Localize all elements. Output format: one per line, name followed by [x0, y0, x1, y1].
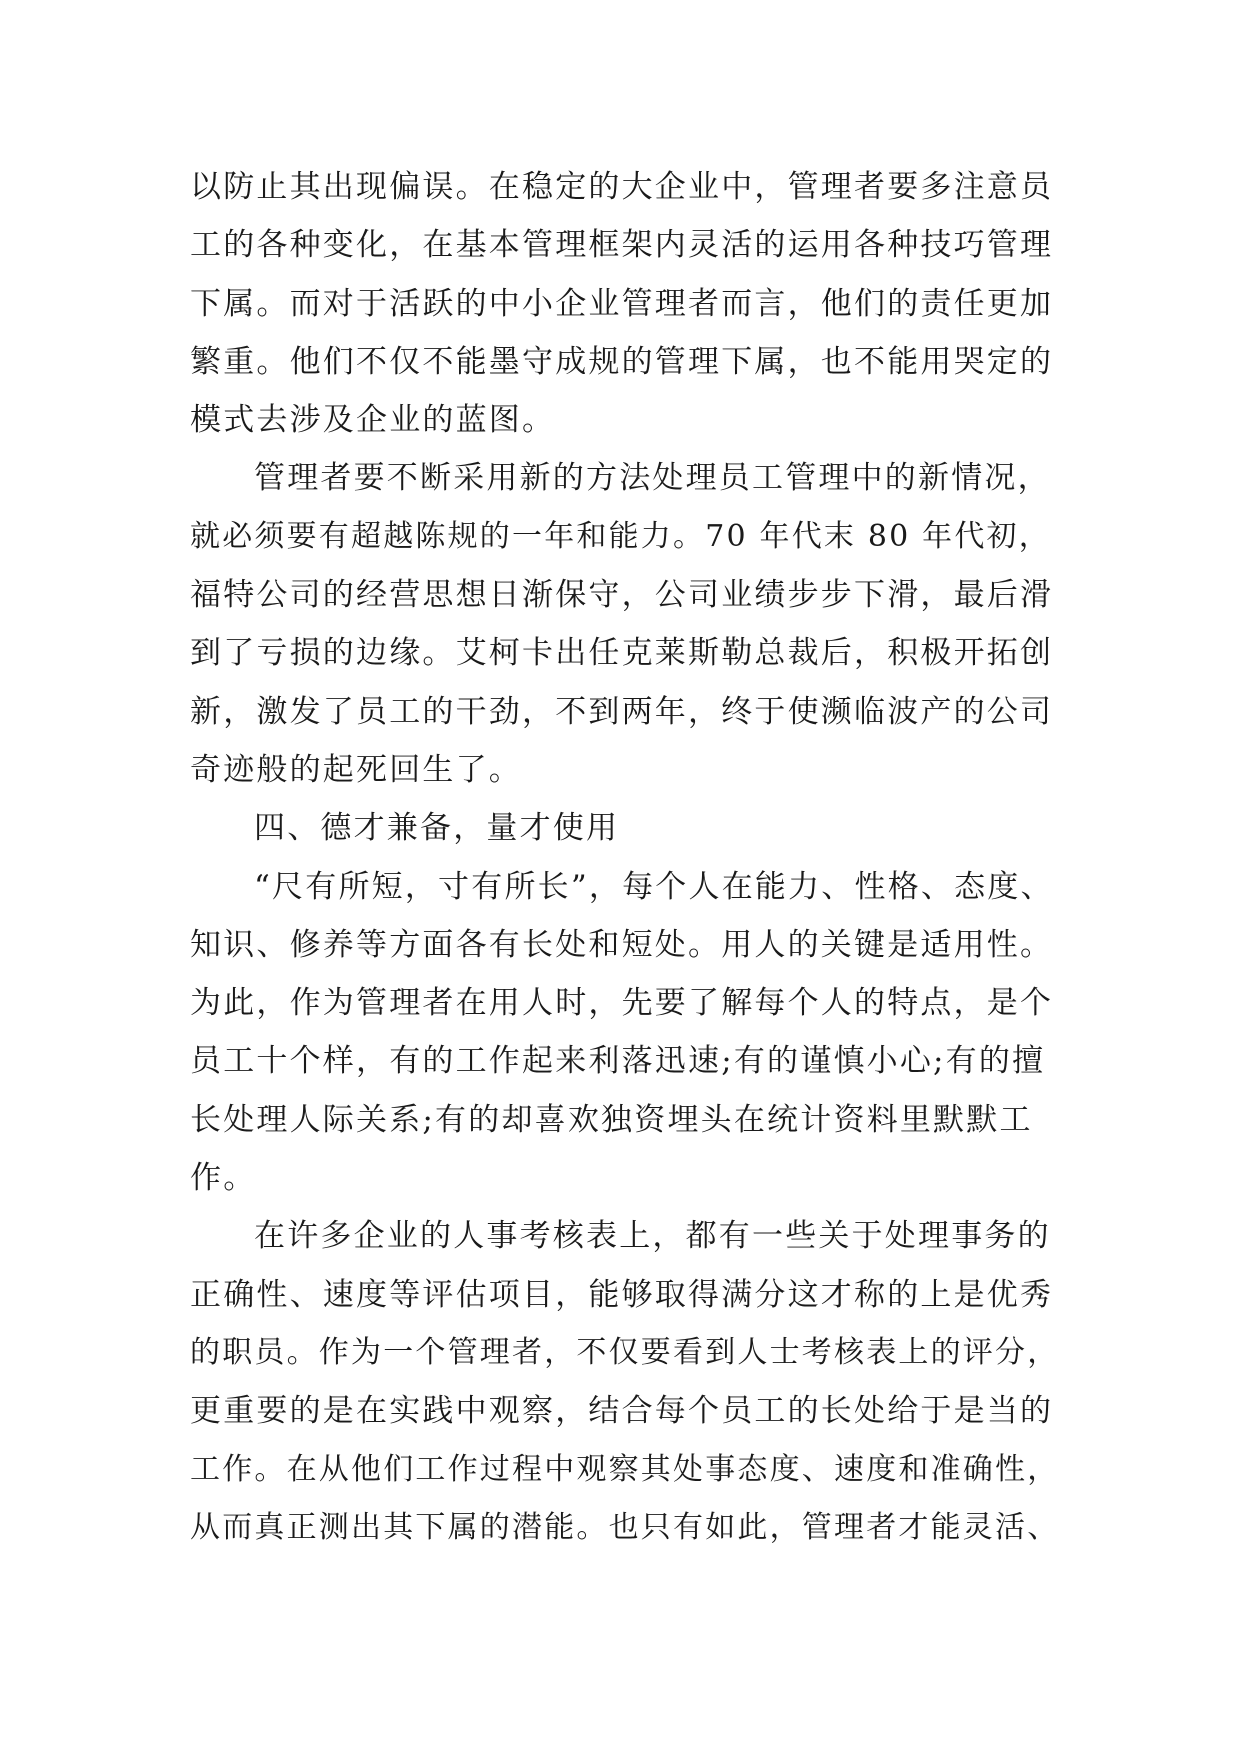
text-line: “尺有所短，寸有所长”，每个人在能力、性格、态度、	[254, 868, 1054, 905]
text-line: 就必须要有超越陈规的一年和能力。70 年代末 80 年代初，	[190, 518, 1051, 554]
text-line: 工作。在从他们工作过程中观察其处事态度、速度和准确性，	[190, 1451, 1060, 1487]
text-line: 作。	[190, 1160, 257, 1197]
text-line: 长处理人际关系;有的却喜欢独资埋头在统计资料里默默工	[190, 1101, 1033, 1138]
text-line: 以防止其出现偏误。在稳定的大企业中，管理者要多注意员	[190, 169, 1054, 205]
text-line: 在许多企业的人事考核表上，都有一些关于处理事务的	[254, 1218, 1051, 1255]
text-line: 模式去涉及企业的蓝图。	[190, 402, 556, 439]
text-line: 下属。而对于活跃的中小企业管理者而言，他们的责任更加	[190, 285, 1054, 322]
text-line: 繁重。他们不仅不能墨守成规的管理下属，也不能用哭定的	[190, 343, 1054, 380]
text-line: 管理者要不断采用新的方法处理员工管理中的新情况，	[254, 460, 1051, 497]
text-line: 的职员。作为一个管理者，不仅要看到人士考核表上的评分，	[190, 1334, 1060, 1370]
section-heading: 四、德才兼备，量才使用	[254, 810, 620, 847]
text-line: 新，激发了员工的干劲，不到两年，终于使濒临波产的公司	[190, 693, 1054, 730]
text-line: 福特公司的经营思想日渐保守，公司业绩步步下滑，最后滑	[190, 577, 1054, 614]
text-line: 到了亏损的边缘。艾柯卡出任克莱斯勒总裁后，积极开拓创	[190, 635, 1054, 672]
text-line: 更重要的是在实践中观察，结合每个员工的长处给于是当的	[190, 1393, 1054, 1430]
text-line: 奇迹般的起死回生了。	[190, 751, 522, 788]
text-line: 正确性、速度等评估项目，能够取得满分这才称的上是优秀	[190, 1276, 1054, 1313]
text-line: 为此，作为管理者在用人时，先要了解每个人的特点，是个	[190, 985, 1054, 1022]
text-line: 从而真正测出其下属的潜能。也只有如此，管理者才能灵活、	[190, 1509, 1060, 1545]
text-line: 员工十个样，有的工作起来利落迅速;有的谨慎小心;有的擅	[190, 1043, 1046, 1080]
body-text	[190, 158, 1060, 1557]
text-line: 知识、修养等方面各有长处和短处。用人的关键是适用性。	[190, 926, 1054, 963]
text-line: 工的各种变化，在基本管理框架内灵活的运用各种技巧管理	[190, 227, 1054, 264]
